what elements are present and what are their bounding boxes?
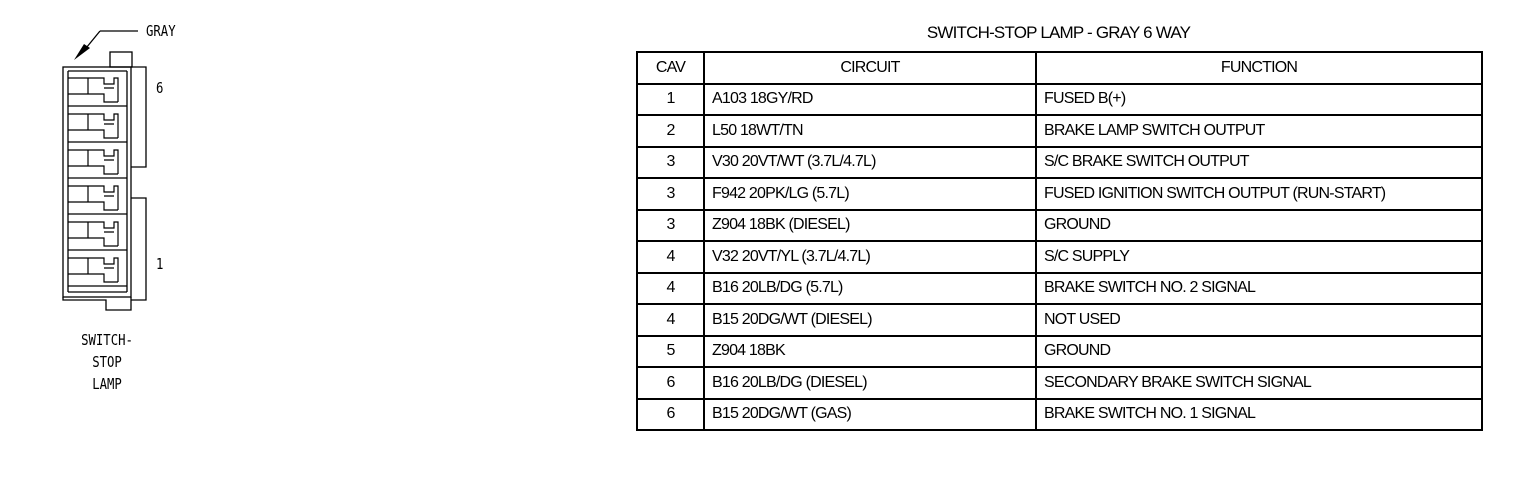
connector-drawing [0,0,600,490]
table-row [637,147,1482,179]
table-row [637,399,1482,431]
table-row [637,273,1482,305]
cav-cell: 3 [637,147,704,179]
table-row [637,336,1482,368]
cav-cell: 6 [637,367,704,399]
connector-housing [63,67,131,297]
circuit-cell: Z904 18BK [704,336,1036,368]
pinout-table [636,51,1483,431]
header-cav: CAV [637,52,704,84]
connector-name-line-3: LAMP [92,375,122,393]
function-cell: NOT USED [1036,304,1482,336]
cav-cell: 5 [637,336,704,368]
cav-cell: 1 [637,84,704,116]
cav-cell: 3 [637,178,704,210]
cav-cell: 2 [637,115,704,147]
connector-diagram [0,0,600,490]
pin-1-label: 1 [156,255,164,273]
pin-6-label: 6 [156,79,164,97]
table-row [637,115,1482,147]
function-cell: BRAKE LAMP SWITCH OUTPUT [1036,115,1482,147]
cav-cell: 4 [637,273,704,305]
cavity-set [68,78,127,286]
connector-name [62,329,152,395]
connector-cavity [68,78,127,106]
table-row [637,84,1482,116]
function-cell: FUSED B(+) [1036,84,1482,116]
callout-arrow-head [74,44,90,60]
header-function: FUNCTION [1036,52,1482,84]
circuit-cell: B16 20LB/DG (DIESEL) [704,367,1036,399]
circuit-cell: B15 20DG/WT (DIESEL) [704,304,1036,336]
connector-color-label: GRAY [146,22,176,40]
function-cell: S/C SUPPLY [1036,241,1482,273]
table-title: SWITCH-STOP LAMP - GRAY 6 WAY [926,23,1191,42]
function-cell: BRAKE SWITCH NO. 2 SIGNAL [1036,273,1482,305]
function-cell: S/C BRAKE SWITCH OUTPUT [1036,147,1482,179]
connector-cavity [68,258,127,286]
function-cell: BRAKE SWITCH NO. 1 SIGNAL [1036,399,1482,431]
circuit-cell: V32 20VT/YL (3.7L/4.7L) [704,241,1036,273]
circuit-cell: A103 18GY/RD [704,84,1036,116]
function-cell: FUSED IGNITION SWITCH OUTPUT (RUN-START) [1036,178,1482,210]
function-cell: GROUND [1036,336,1482,368]
function-cell: GROUND [1036,210,1482,242]
circuit-cell: F942 20PK/LG (5.7L) [704,178,1036,210]
table-row [637,241,1482,273]
circuit-cell: B15 20DG/WT (GAS) [704,399,1036,431]
table-row [637,304,1482,336]
connector-name-line-2: STOP [92,353,122,371]
connector-cavity [68,114,127,142]
function-cell: SECONDARY BRAKE SWITCH SIGNAL [1036,367,1482,399]
connector-cavity [68,186,127,214]
pinout-table-section [636,20,1481,431]
cav-cell: 6 [637,399,704,431]
table-header-row [637,52,1482,84]
cav-cell: 3 [637,210,704,242]
cav-cell: 4 [637,304,704,336]
connector-cavity [68,150,127,178]
table-row [637,367,1482,399]
circuit-cell: B16 20LB/DG (5.7L) [704,273,1036,305]
connector-name-line-1: SWITCH- [81,331,133,349]
table-row [637,178,1482,210]
circuit-cell: V30 20VT/WT (3.7L/4.7L) [704,147,1036,179]
connector-cavity [68,222,127,250]
header-circuit: CIRCUIT [704,52,1036,84]
circuit-cell: Z904 18BK (DIESEL) [704,210,1036,242]
cav-cell: 4 [637,241,704,273]
table-body [637,84,1482,431]
circuit-cell: L50 18WT/TN [704,115,1036,147]
table-row [637,210,1482,242]
